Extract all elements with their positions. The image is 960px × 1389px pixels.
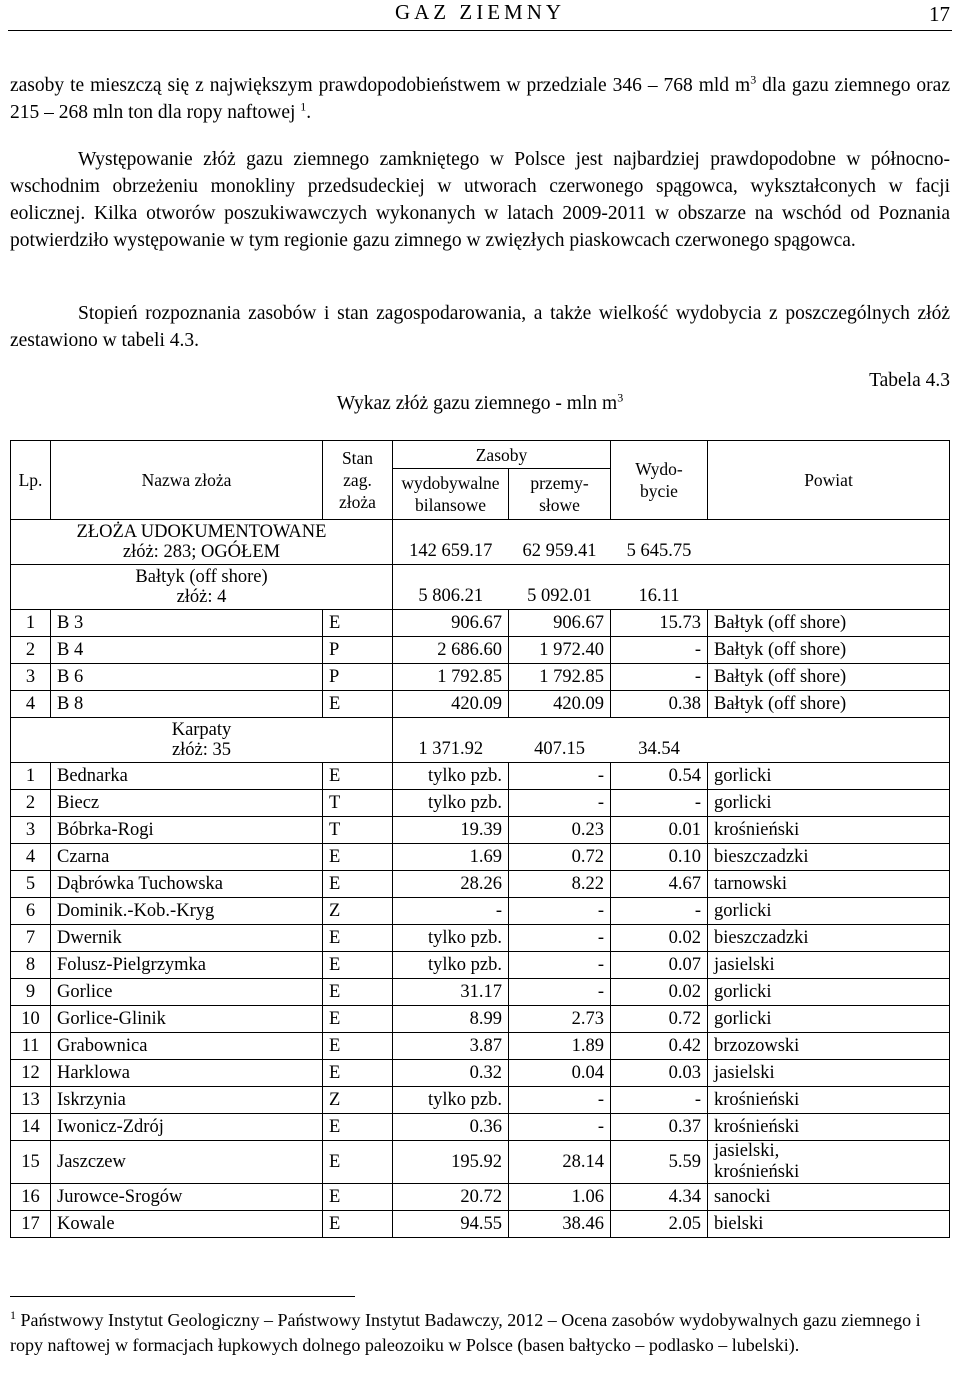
row-wydobycie: 0.54 [611, 763, 708, 790]
table-row [11, 691, 950, 718]
row-wydobycie: 0.02 [611, 979, 708, 1006]
table-row [11, 952, 950, 979]
row-wydobywalne: 8.99 [393, 1006, 509, 1033]
row-powiat [708, 1141, 950, 1184]
row-wydobywalne: 19.39 [393, 817, 509, 844]
row-przemyslowe: - [509, 1114, 611, 1141]
table-row [11, 763, 950, 790]
row-wydobywalne: 3.87 [393, 1033, 509, 1060]
group-wyd-value: 142 659.17 [393, 520, 509, 565]
row-powiat: gorlicki [708, 790, 950, 817]
row-lp: 1 [11, 763, 51, 790]
row-przemyslowe: 0.04 [509, 1060, 611, 1087]
row-stan: E [323, 844, 393, 871]
row-lp: 3 [11, 664, 51, 691]
footnote [10, 1308, 930, 1358]
header-stan [323, 441, 393, 520]
row-lp: 7 [11, 925, 51, 952]
row-lp: 6 [11, 898, 51, 925]
header-stan-3: złoża [339, 492, 376, 512]
row-wydobycie: 0.72 [611, 1006, 708, 1033]
row-lp: 5 [11, 871, 51, 898]
row-stan: E [323, 952, 393, 979]
row-przemyslowe: 2.73 [509, 1006, 611, 1033]
row-wydobywalne: tylko pzb. [393, 1087, 509, 1114]
row-wydobycie: 0.01 [611, 817, 708, 844]
row-przemyslowe: 420.09 [509, 691, 611, 718]
row-przemyslowe: 1.06 [509, 1184, 611, 1211]
row-lp: 14 [11, 1114, 51, 1141]
row-name: Folusz-Pielgrzymka [51, 952, 323, 979]
group-label-line-2: złóż: 4 [176, 587, 227, 607]
row-wydobywalne: 195.92 [393, 1141, 509, 1184]
footnote-text: Państwowy Instytut Geologiczny – Państwowy Instytut Badawczy, 2012 – Ocena zasobów wydobywalnych gazu ziemnego i ropy naftowej w formacjach łupkowych dolnego paleozoiku w Polsce (basen bałtycko – podlasko – lubelski). [10, 1310, 921, 1355]
row-stan: Z [323, 898, 393, 925]
row-stan: E [323, 1141, 393, 1184]
row-wydobywalne: 1 792.85 [393, 664, 509, 691]
row-wydobywalne: 906.67 [393, 610, 509, 637]
group-label-line-2: złóż: 283; OGÓŁEM [122, 542, 281, 562]
row-powiat: Bałtyk (off shore) [708, 664, 950, 691]
row-przemyslowe: 906.67 [509, 610, 611, 637]
header-prz-1: przemy- [530, 473, 589, 494]
paragraph-1-text: zasoby te mieszczą się z największym prawdopodobieństwem w przedziale 346 – 768 mld m [10, 75, 751, 96]
row-name: Harklowa [51, 1060, 323, 1087]
row-name: Bóbrka-Rogi [51, 817, 323, 844]
row-przemyslowe: - [509, 925, 611, 952]
row-name: Dąbrówka Tuchowska [51, 871, 323, 898]
row-name: Jurowce-Srogów [51, 1184, 323, 1211]
table-row [11, 1211, 950, 1238]
table-row [11, 790, 950, 817]
header-powiat: Powiat [708, 441, 950, 520]
row-name: Czarna [51, 844, 323, 871]
table-row [11, 1060, 950, 1087]
row-wydobywalne: tylko pzb. [393, 790, 509, 817]
table-row [11, 817, 950, 844]
row-powiat: bieszczadzki [708, 925, 950, 952]
header-rule [8, 30, 952, 31]
row-stan: T [323, 817, 393, 844]
row-name: B 4 [51, 637, 323, 664]
row-wydobycie: 0.37 [611, 1114, 708, 1141]
table-row [11, 898, 950, 925]
row-wydobywalne: tylko pzb. [393, 952, 509, 979]
table-number: Tabela 4.3 [869, 370, 950, 391]
row-name: Biecz [51, 790, 323, 817]
row-wydobywalne: 28.26 [393, 871, 509, 898]
row-przemyslowe: 0.23 [509, 817, 611, 844]
row-stan: E [323, 1184, 393, 1211]
row-stan: E [323, 1060, 393, 1087]
row-wydobycie: 15.73 [611, 610, 708, 637]
row-lp: 2 [11, 790, 51, 817]
row-powiat: jasielski [708, 1060, 950, 1087]
row-wydobycie: - [611, 1087, 708, 1114]
row-lp: 1 [11, 610, 51, 637]
row-powiat: tarnowski [708, 871, 950, 898]
row-przemyslowe: 1.89 [509, 1033, 611, 1060]
row-przemyslowe: 8.22 [509, 871, 611, 898]
row-lp: 15 [11, 1141, 51, 1184]
row-przemyslowe: - [509, 790, 611, 817]
deposits-table [10, 440, 950, 1238]
row-wydobywalne: 2 686.60 [393, 637, 509, 664]
table-row [11, 1141, 950, 1184]
row-lp: 8 [11, 952, 51, 979]
row-wydobycie: 4.34 [611, 1184, 708, 1211]
row-przemyslowe: - [509, 763, 611, 790]
paragraph-2: Występowanie złóż gazu ziemnego zamkniętego w Polsce jest najbardziej prawdopodobne w północno-wschodnim obrzeżeniu monokliny przedsudeckiej w utworach czerwonego spągowca, wykształconych w facji eolicznej. Kilka otworów poszukiwawczych wykonanych w latach 2009-2011 w obszarze na wschód od Poznania potwierdziło występowanie w tym regionie gazu zimnego w zwięzłych piaskowcach czerwonego spągowca. [10, 149, 950, 251]
table-row [11, 1114, 950, 1141]
table-row [11, 637, 950, 664]
row-stan: E [323, 763, 393, 790]
row-wydobycie: 4.67 [611, 871, 708, 898]
row-powiat: gorlicki [708, 898, 950, 925]
row-name: B 6 [51, 664, 323, 691]
row-name: Dominik.-Kob.-Kryg [51, 898, 323, 925]
row-stan: E [323, 691, 393, 718]
row-lp: 9 [11, 979, 51, 1006]
row-powiat: Bałtyk (off shore) [708, 637, 950, 664]
group-label [11, 520, 393, 565]
row-stan: E [323, 979, 393, 1006]
row-powiat: gorlicki [708, 1006, 950, 1033]
row-name: Gorlice-Glinik [51, 1006, 323, 1033]
row-name: Bednarka [51, 763, 323, 790]
header-wyd-1: wydobywalne [401, 473, 500, 494]
row-name: Kowale [51, 1211, 323, 1238]
row-lp: 3 [11, 817, 51, 844]
table-row [11, 925, 950, 952]
row-stan: E [323, 610, 393, 637]
row-przemyslowe: 1 792.85 [509, 664, 611, 691]
row-przemyslowe: 1 972.40 [509, 637, 611, 664]
page-header [0, 0, 960, 28]
row-wydobywalne: 420.09 [393, 691, 509, 718]
group-wydo-value: 16.11 [611, 565, 708, 610]
row-powiat: sanocki [708, 1184, 950, 1211]
header-wydo-2: bycie [640, 481, 678, 501]
table-title [0, 390, 960, 415]
row-name: Iskrzynia [51, 1087, 323, 1114]
row-powiat: brzozowski [708, 1033, 950, 1060]
table-row [11, 664, 950, 691]
group-prz-value: 5 092.01 [509, 565, 611, 610]
row-powiat: bielski [708, 1211, 950, 1238]
row-powiat: jasielski [708, 952, 950, 979]
row-stan: T [323, 790, 393, 817]
running-title: GAZ ZIEMNY [394, 0, 566, 24]
row-wydobycie: 0.10 [611, 844, 708, 871]
paragraph-1-end: . [306, 102, 312, 123]
table-title-text: Wykaz złóż gazu ziemnego - mln m [336, 393, 618, 414]
row-lp: 16 [11, 1184, 51, 1211]
header-wydobywalne [393, 469, 509, 520]
group-summary-row [11, 520, 950, 565]
group-label [11, 565, 393, 610]
row-przemyslowe: - [509, 1087, 611, 1114]
row-name: Iwonicz-Zdrój [51, 1114, 323, 1141]
group-powiat-empty [708, 565, 950, 610]
row-name: Jaszczew [51, 1141, 323, 1184]
row-przemyslowe: 38.46 [509, 1211, 611, 1238]
row-name: B 8 [51, 691, 323, 718]
row-przemyslowe: 28.14 [509, 1141, 611, 1184]
row-powiat: Bałtyk (off shore) [708, 610, 950, 637]
group-label [11, 718, 393, 763]
row-wydobycie: 0.07 [611, 952, 708, 979]
paragraph-1-text-b: dla gazu ziemnego oraz 215 – 268 mln ton dla ropy naftowej [10, 75, 950, 123]
row-wydobycie: - [611, 898, 708, 925]
header-wydobycie [611, 441, 708, 520]
group-label-line-1: Karpaty [171, 720, 232, 740]
row-przemyslowe: - [509, 952, 611, 979]
group-label-line-1: ZŁOŻA UDOKUMENTOWANE [76, 522, 327, 542]
row-name: Grabownica [51, 1033, 323, 1060]
unit-superscript: 3 [750, 72, 757, 87]
row-wydobywalne: 94.55 [393, 1211, 509, 1238]
row-wydobycie: 2.05 [611, 1211, 708, 1238]
footnote-marker: 1 [10, 1308, 16, 1322]
row-stan: E [323, 1033, 393, 1060]
row-wydobycie: - [611, 664, 708, 691]
header-stan-1: Stan [341, 448, 374, 468]
group-powiat-empty [708, 520, 950, 565]
table-body [11, 520, 950, 1238]
row-stan: E [323, 1006, 393, 1033]
table-title-sup: 3 [617, 390, 624, 405]
row-wydobycie: 0.38 [611, 691, 708, 718]
row-wydobycie: - [611, 790, 708, 817]
row-lp: 10 [11, 1006, 51, 1033]
header-lp: Lp. [11, 441, 51, 520]
table-row [11, 871, 950, 898]
row-wydobywalne: tylko pzb. [393, 925, 509, 952]
row-lp: 4 [11, 691, 51, 718]
footnote-ref[interactable]: 1 [300, 99, 307, 114]
row-powiat: krośnieński [708, 1087, 950, 1114]
row-powiat: Bałtyk (off shore) [708, 691, 950, 718]
group-wyd-value: 1 371.92 [393, 718, 509, 763]
row-stan: E [323, 1211, 393, 1238]
group-summary-row [11, 565, 950, 610]
row-wydobywalne: tylko pzb. [393, 763, 509, 790]
row-przemyslowe: - [509, 979, 611, 1006]
group-label-line-1: Bałtyk (off shore) [135, 567, 268, 587]
row-stan: E [323, 1114, 393, 1141]
row-wydobywalne: - [393, 898, 509, 925]
header-zasoby: Zasoby [393, 441, 611, 469]
group-prz-value: 62 959.41 [509, 520, 611, 565]
row-name: Gorlice [51, 979, 323, 1006]
paragraph-1 [10, 72, 950, 126]
row-powiat: gorlicki [708, 979, 950, 1006]
row-stan: E [323, 925, 393, 952]
row-name: Dwernik [51, 925, 323, 952]
row-powiat: krośnieński [708, 817, 950, 844]
row-wydobycie: 0.03 [611, 1060, 708, 1087]
group-powiat-empty [708, 718, 950, 763]
row-powiat-line-2: krośnieński [714, 1162, 800, 1182]
header-stan-2: zag. [343, 470, 372, 490]
row-powiat: krośnieński [708, 1114, 950, 1141]
row-przemyslowe: - [509, 898, 611, 925]
table-row [11, 1006, 950, 1033]
row-lp: 17 [11, 1211, 51, 1238]
header-wydo-1: Wydo- [635, 459, 683, 479]
group-summary-row [11, 718, 950, 763]
deposits-table-wrap [10, 440, 950, 1238]
row-wydobywalne: 20.72 [393, 1184, 509, 1211]
row-lp: 2 [11, 637, 51, 664]
row-stan: Z [323, 1087, 393, 1114]
group-wydo-value: 5 645.75 [611, 520, 708, 565]
row-wydobycie: 5.59 [611, 1141, 708, 1184]
row-powiat: bieszczadzki [708, 844, 950, 871]
table-row [11, 1184, 950, 1211]
row-wydobywalne: 0.36 [393, 1114, 509, 1141]
row-przemyslowe: 0.72 [509, 844, 611, 871]
row-wydobywalne: 1.69 [393, 844, 509, 871]
header-przemyslowe [509, 469, 611, 520]
page-number: 17 [929, 2, 950, 26]
table-row [11, 1087, 950, 1114]
row-name: B 3 [51, 610, 323, 637]
row-lp: 11 [11, 1033, 51, 1060]
row-lp: 4 [11, 844, 51, 871]
group-wyd-value: 5 806.21 [393, 565, 509, 610]
header-prz-2: słowe [539, 495, 580, 516]
row-lp: 12 [11, 1060, 51, 1087]
row-powiat-line-1: jasielski, [714, 1141, 780, 1161]
footnote-rule [10, 1296, 355, 1297]
table-row [11, 1033, 950, 1060]
table-row [11, 979, 950, 1006]
row-powiat: gorlicki [708, 763, 950, 790]
row-stan: E [323, 871, 393, 898]
row-wydobywalne: 31.17 [393, 979, 509, 1006]
paragraph-3: Stopień rozpoznania zasobów i stan zagospodarowania, a także wielkość wydobycia z poszczególnych złóż zestawiono w tabeli 4.3. [10, 303, 950, 351]
table-row [11, 610, 950, 637]
row-lp: 13 [11, 1087, 51, 1114]
group-prz-value: 407.15 [509, 718, 611, 763]
group-wydo-value: 34.54 [611, 718, 708, 763]
table-header-row [11, 441, 950, 469]
row-wydobycie: - [611, 637, 708, 664]
group-label-line-2: złóż: 35 [171, 740, 232, 760]
row-wydobycie: 0.42 [611, 1033, 708, 1060]
header-wyd-2: bilansowe [415, 495, 486, 516]
row-stan: P [323, 637, 393, 664]
row-wydobywalne: 0.32 [393, 1060, 509, 1087]
row-stan: P [323, 664, 393, 691]
row-wydobycie: 0.02 [611, 925, 708, 952]
header-name: Nazwa złoża [51, 441, 323, 520]
table-row [11, 844, 950, 871]
